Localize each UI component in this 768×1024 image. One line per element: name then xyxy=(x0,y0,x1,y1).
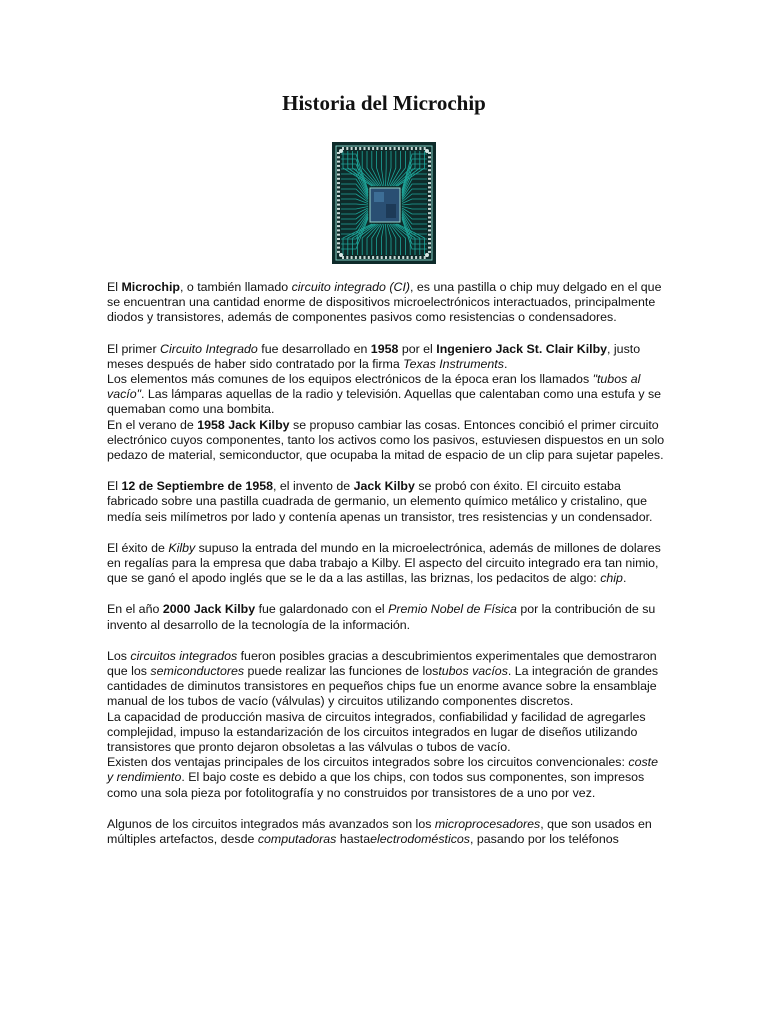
paragraph xyxy=(107,602,667,632)
text-run: El primer xyxy=(107,341,161,356)
text-run: El xyxy=(107,479,122,494)
bold-text: 12 de Septiembre de 1958 xyxy=(121,479,273,494)
bold-text: 1958 Jack Kilby xyxy=(197,417,290,432)
text-run: La capacidad de producción masiva de circuitos integrados, confiabilidad y facilidad de agregarles complejidad, impuso la estandarización de los circuitos integrados en lugar de diseños utilizando transistores que pronto dejaron obsoletas a las válvulas o tubos de vacío. xyxy=(107,709,646,755)
text-run: . El bajo coste es debido a que los chips, con todos sus componentes, son impresos como una sola pieza por fotolitografía y no construidos por transistores de a uno por vez. xyxy=(107,770,645,800)
italic-text: circuitos integrados xyxy=(130,648,238,663)
text-run: puede realizar las funciones de los xyxy=(244,664,439,679)
text-run: . xyxy=(622,571,627,586)
text-run: El xyxy=(107,280,122,294)
text-run: . La integración de grandes cantidades de diminutos transistores en pequeños chips fue un enorme avance sobre la ensamblaje manual de los tubos de vacío (válvulas) y circuitos utilizando componentes discretos. xyxy=(107,664,659,709)
text-run: , es una pastilla o chip muy delgado en el que se encuentran una cantidad enorme de dispositivos microelectrónicos interactuados, principalmente diodos y transistores, además de componentes pasivos como resistencias o condensadores. xyxy=(107,280,662,325)
text-run: , justo meses después de haber sido contratado por la firma xyxy=(107,341,641,371)
paragraph xyxy=(107,817,667,847)
text-run: En el año xyxy=(107,602,163,617)
italic-text: Circuito Integrado xyxy=(160,341,258,356)
paragraph xyxy=(107,479,667,525)
text-run: fueron posibles gracias a descubrimientos experimentales que demostraron que los xyxy=(107,648,657,679)
microchip-image xyxy=(332,142,436,264)
italic-text: circuito integrado (CI) xyxy=(291,280,411,294)
text-run: , o también llamado xyxy=(180,280,292,294)
text-run: Los elementos más comunes de los equipos electrónicos de la época eran los llamados xyxy=(107,372,593,387)
text-run: En el verano de xyxy=(107,417,198,432)
paragraph xyxy=(107,541,667,587)
article-body xyxy=(107,280,667,863)
bold-text: 2000 Jack Kilby xyxy=(162,602,256,617)
text-run: , que son usados en múltiples artefactos, desde xyxy=(107,816,652,847)
microchip-die-icon xyxy=(332,142,436,264)
text-run: se probó con éxito. El circuito estaba fabricado sobre una pastilla cuadrada de germanio, un elemento químico metálico y cristalino, que medía seis milímetros por lado y contenía apenas un transistor, tres resistencias y un condensador. xyxy=(107,479,653,524)
italic-text: microprocesadores xyxy=(434,816,541,831)
text-run: Los xyxy=(107,648,131,663)
italic-text: computadoras xyxy=(257,832,337,847)
italic-text: Kilby xyxy=(168,540,196,555)
paragraph xyxy=(107,649,667,801)
text-run: fue desarrollado en xyxy=(257,341,371,356)
text-run: supuso la entrada del mundo en la microelectrónica, además de millones de dolares en regalías para la empresa que daba trabajo a Kilby. El aspecto del circuito integrado era tan nimio, que se ganó el apodo inglés que se le da a las astillas, las briznas, los pedacitos de algo: xyxy=(107,540,661,586)
text-run: fue galardonado con el xyxy=(255,602,389,617)
text-run: , pasando por los teléfonos xyxy=(470,832,619,847)
bold-text: 1958 xyxy=(370,341,399,356)
text-run: , el invento de xyxy=(273,479,354,494)
italic-text: "tubos al vacío" xyxy=(107,372,641,402)
italic-text: Premio Nobel de Física xyxy=(388,602,517,617)
italic-text: Texas Instruments xyxy=(403,356,504,371)
bold-text: Jack Kilby xyxy=(353,479,415,494)
italic-text: tubos vacíos xyxy=(438,664,508,679)
text-run: Existen dos ventajas principales de los circuitos integrados sobre los circuitos convencionales: xyxy=(107,755,629,770)
text-run: por el xyxy=(398,341,437,356)
text-run: . Las lámparas aquellas de la radio y televisión. Aquellas que calentaban como una estufa y se quemaban como una bombita. xyxy=(107,387,662,417)
paragraph xyxy=(107,280,667,326)
text-run: El éxito de xyxy=(107,540,169,555)
text-run: por la contribución de su invento al desarrollo de la tecnología de la información. xyxy=(107,602,656,632)
paragraph xyxy=(107,342,667,464)
text-run: Algunos de los circuitos integrados más avanzados son los xyxy=(107,816,435,831)
italic-text: coste y rendimiento xyxy=(107,755,658,785)
page-title: Historia del Microchip xyxy=(282,91,486,115)
italic-text: semiconductores xyxy=(150,664,245,679)
text-run: se propuso cambiar las cosas. Entonces concibió el primer circuito electrónico cuyos componentes, tanto los activos como los pasivos, estuviesen dispuestos en un solo pedazo de material, semiconductor, que ocupaba la mitad de espacio de un clip para sujetar papeles. xyxy=(107,417,665,463)
text-run: . xyxy=(503,356,508,371)
italic-text: electrodomésticos xyxy=(370,832,470,847)
bold-text: Microchip xyxy=(121,280,180,294)
text-run: hasta xyxy=(336,832,371,847)
italic-text: chip xyxy=(600,571,623,586)
bold-text: Ingeniero Jack St. Clair Kilby xyxy=(436,341,608,356)
